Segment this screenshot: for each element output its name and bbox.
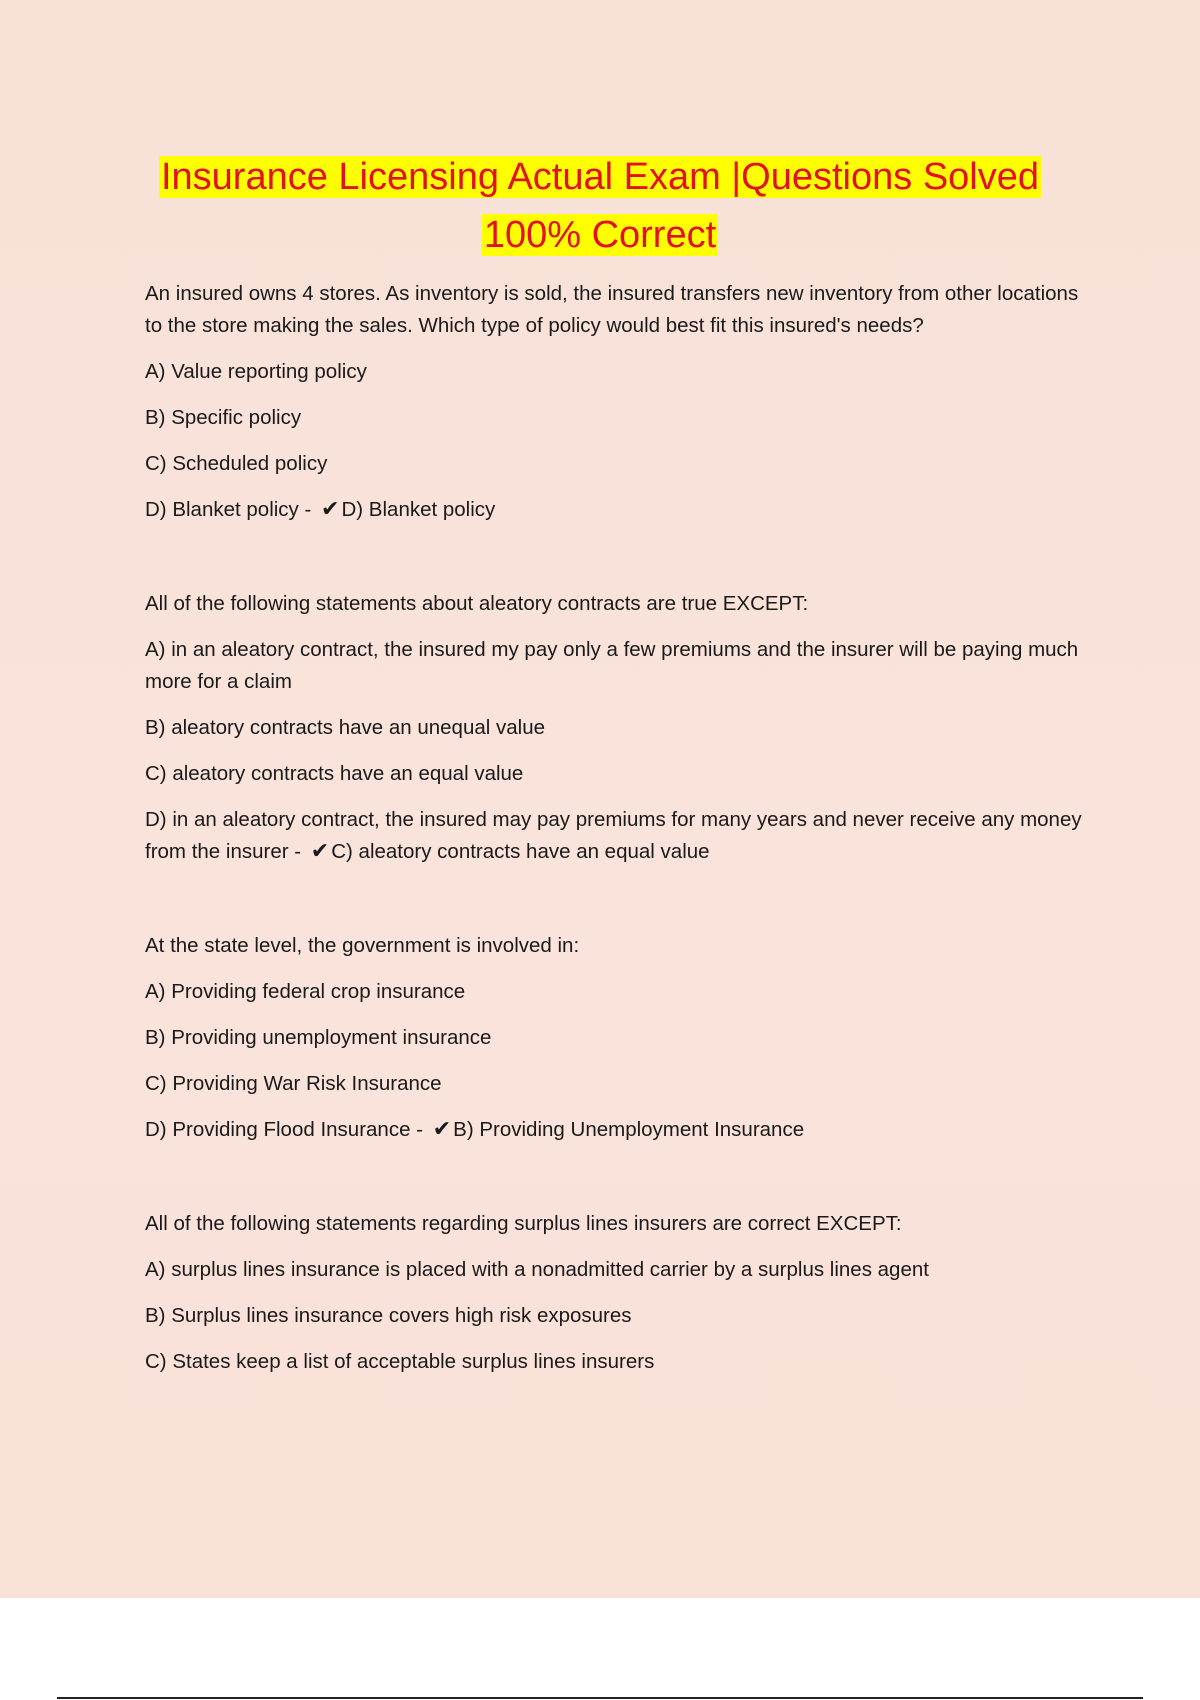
- option-d: D) in an aleatory contract, the insured may pay premiums for many years and never receive any money from the insurer -: [145, 808, 1082, 863]
- question-3: [145, 930, 1095, 1146]
- question-4: [145, 1208, 1095, 1378]
- question-1: [145, 278, 1095, 526]
- option-d: D) Blanket policy -: [145, 498, 312, 521]
- question-list: [145, 278, 1095, 1440]
- document-title: [0, 148, 1200, 264]
- checkmark-icon: ✔: [310, 839, 330, 864]
- title-line-2: 100% Correct: [483, 214, 717, 256]
- option-a: A) Providing federal crop insurance: [145, 980, 466, 1003]
- option-b: B) aleatory contracts have an unequal value: [145, 716, 546, 739]
- checkmark-icon: ✔: [432, 1117, 452, 1142]
- title-line-1: Insurance Licensing Actual Exam |Questions Solved: [160, 156, 1040, 198]
- footer-divider: [57, 1697, 1143, 1699]
- option-b: B) Specific policy: [145, 406, 302, 429]
- option-d-with-answer: [145, 1114, 1095, 1146]
- answer-text: B) Providing Unemployment Insurance: [453, 1118, 805, 1141]
- answer-text: C) aleatory contracts have an equal value: [331, 840, 710, 863]
- option-d: D) Providing Flood Insurance -: [145, 1118, 424, 1141]
- checkmark-icon: ✔: [321, 497, 340, 522]
- option-a: A) Value reporting policy: [145, 360, 367, 383]
- option-c: C) Scheduled policy: [145, 452, 328, 475]
- option-a: A) surplus lines insurance is placed with a nonadmitted carrier by a surplus lines agent: [145, 1258, 929, 1281]
- option-c: C) aleatory contracts have an equal value: [145, 762, 524, 785]
- question-text: All of the following statements regarding surplus lines insurers are correct EXCEPT:: [145, 1212, 902, 1235]
- answer-text: D) Blanket policy: [341, 498, 496, 521]
- question-text: All of the following statements about aleatory contracts are true EXCEPT:: [145, 592, 809, 615]
- option-b: B) Surplus lines insurance covers high risk exposures: [145, 1304, 632, 1327]
- option-a: A) in an aleatory contract, the insured my pay only a few premiums and the insurer will be paying much more for a claim: [145, 638, 1079, 693]
- question-2: [145, 588, 1095, 868]
- option-c: C) States keep a list of acceptable surplus lines insurers: [145, 1350, 655, 1373]
- option-d-with-answer: [145, 494, 1095, 526]
- option-b: B) Providing unemployment insurance: [145, 1026, 492, 1049]
- option-d-with-answer: [145, 804, 1095, 868]
- question-text: An insured owns 4 stores. As inventory is sold, the insured transfers new inventory from other locations to the store making the sales. Which type of policy would best fit this insured's needs?: [145, 282, 1079, 337]
- option-c: C) Providing War Risk Insurance: [145, 1072, 442, 1095]
- question-text: At the state level, the government is involved in:: [145, 934, 580, 957]
